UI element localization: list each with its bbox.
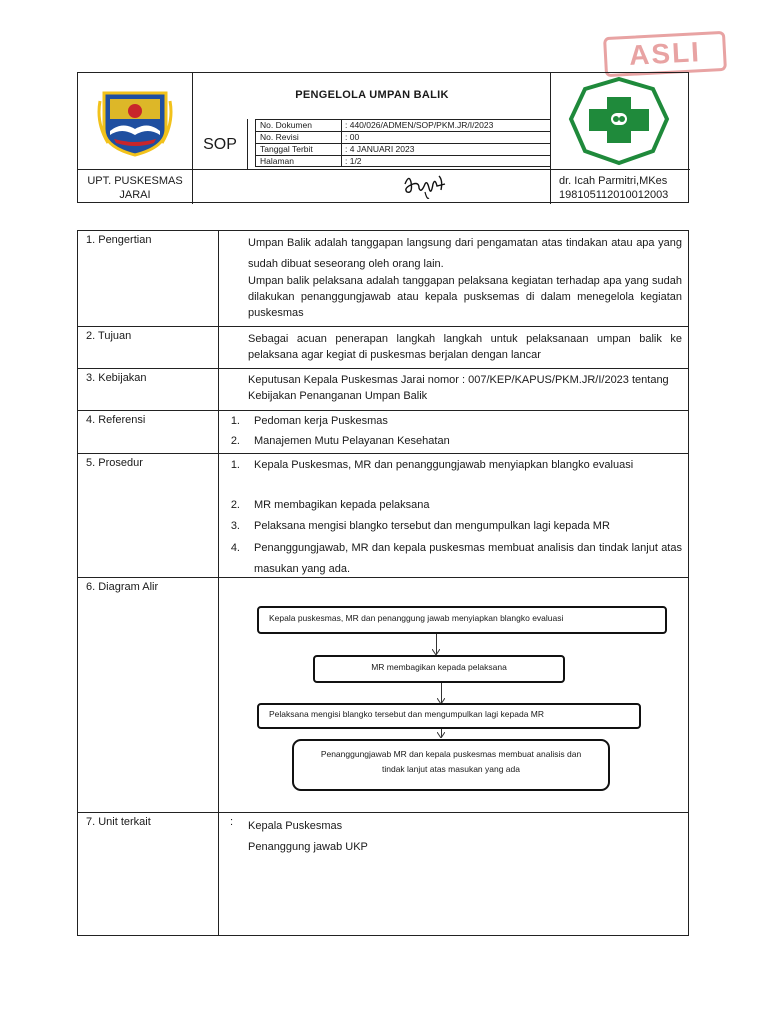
meta-key: No. Revisi <box>256 132 342 143</box>
unit-name-line2: JARAI <box>119 189 151 201</box>
section-prosedur <box>78 454 688 578</box>
document-meta <box>255 119 551 167</box>
list-number: 2. <box>230 499 240 511</box>
unit-name-cell <box>78 170 193 204</box>
title-cell <box>193 73 551 170</box>
list-text: Pedoman kerja Puskesmas <box>254 415 388 427</box>
flow-step-3: Pelaksana mengisi blangko tersebut dan mengumpulkan lagi kepada MR <box>257 703 641 729</box>
meta-key: Tanggal Terbit <box>256 144 342 155</box>
list-item <box>230 455 682 476</box>
meta-value: : 440/026/ADMEN/SOP/PKM.JR/I/2023 <box>345 120 494 130</box>
section-label: 6. Diagram Alir <box>78 578 219 812</box>
sop-label: SOP <box>193 119 248 170</box>
section-label: 5. Prosedur <box>78 454 219 577</box>
sop-content-table <box>77 230 689 936</box>
meta-value: : 00 <box>345 132 360 142</box>
section-label: 4. Referensi <box>78 411 219 453</box>
section-unit-terkait <box>78 813 688 935</box>
list-item <box>230 432 682 451</box>
section-kebijakan <box>78 369 688 411</box>
meta-row <box>255 119 551 131</box>
list-number: 2. <box>230 435 240 447</box>
list-number: 1. <box>230 415 240 427</box>
list-number: 4. <box>230 542 240 554</box>
arrow-down-icon <box>437 732 445 738</box>
puskesmas-logo-cell <box>551 73 690 170</box>
meta-row <box>255 155 551 167</box>
section-content <box>220 454 688 577</box>
section-label: 1. Pengertian <box>78 231 219 326</box>
stamp-text: ASLI <box>628 36 702 71</box>
unit-item-1: Kepala Puskesmas <box>248 820 343 832</box>
regency-emblem-icon <box>78 73 193 170</box>
section-pengertian <box>78 231 688 327</box>
meta-value: : 1/2 <box>345 156 362 166</box>
list-item <box>230 496 682 515</box>
flow-step-1: Kepala puskesmas, MR dan penanggung jawab menyiapkan blangko evaluasi <box>257 606 667 634</box>
tujuan-text: Sebagai acuan penerapan langkah langkah untuk pelaksanaan umpan balik ke pelaksana agar kegiat di puskesmas berjalan dengan lancar <box>248 333 682 361</box>
signature-cell <box>193 170 551 204</box>
section-content <box>220 813 688 935</box>
kebijakan-text: Keputusan Kepala Puskesmas Jarai nomor : 007/KEP/KAPUS/PKM.JR/I/2023 tentang Kebijakan Penanganan Umpan Balik <box>248 374 669 402</box>
section-label: 7. Unit terkait <box>78 813 219 935</box>
asli-stamp <box>603 31 727 77</box>
section-diagram-alir <box>78 578 688 813</box>
section-tujuan <box>78 327 688 369</box>
section-referensi <box>78 411 688 454</box>
section-content <box>220 327 688 368</box>
section-content <box>220 411 688 453</box>
list-item <box>230 517 682 536</box>
list-text: Penanggungjawab, MR dan kepala puskesmas membuat analisis dan tindak lanjut atas masukan yang ada. <box>254 542 682 575</box>
pengertian-paragraph-1: Umpan Balik adalah tanggapan langsung dari pengamatan atas tindakan atau apa yang sudah dibuat seseorang oleh orang lain. <box>248 237 682 270</box>
flowchart <box>220 578 688 812</box>
list-number: 1. <box>230 459 240 471</box>
section-content <box>220 369 688 410</box>
meta-row <box>255 143 551 155</box>
head-name: dr. Icah Parmitri,MKes <box>559 175 668 187</box>
pengertian-paragraph-2: Umpan balik pelaksana adalah tanggapan pelaksana kegiatan terhadap apa yang sudah dilakukan penanggungjawab atau kepala pusksemas di dalam menegelola kegiatan puskesmas <box>248 275 682 319</box>
head-of-unit-cell <box>551 170 690 204</box>
list-text: MR membagikan kepada pelaksana <box>254 499 430 511</box>
flow-step-4: Penanggungjawab MR dan kepala puskesmas membuat analisis dan tindak lanjut atas masukan yang ada <box>292 739 610 791</box>
flow-step-2: MR membagikan kepada pelaksana <box>313 655 565 683</box>
list-number: 3. <box>230 520 240 532</box>
unit-colon: : <box>230 816 234 828</box>
head-nip: 198105112010012003 <box>559 189 669 201</box>
list-item <box>230 538 682 580</box>
document-title: PENGELOLA UMPAN BALIK <box>295 89 449 101</box>
list-text: Kepala Puskesmas, MR dan penanggungjawab menyiapkan blangko evaluasi <box>254 459 634 471</box>
meta-key: Halaman <box>256 156 342 166</box>
unit-name-line1: UPT. PUSKESMAS <box>87 175 183 187</box>
regency-emblem-cell <box>78 73 193 170</box>
meta-key: No. Dokumen <box>256 120 342 131</box>
puskesmas-logo-icon <box>551 73 690 170</box>
section-label: 2. Tujuan <box>78 327 219 368</box>
list-text: Manajemen Mutu Pelayanan Kesehatan <box>254 435 450 447</box>
list-item <box>230 412 682 431</box>
signature-icon <box>193 170 551 204</box>
meta-value: : 4 JANUARI 2023 <box>345 144 415 154</box>
list-text: Pelaksana mengisi blangko tersebut dan mengumpulkan lagi kepada MR <box>254 520 610 532</box>
unit-item-2: Penanggung jawab UKP <box>248 841 368 853</box>
section-content <box>220 231 688 326</box>
section-label: 3. Kebijakan <box>78 369 219 410</box>
document-header <box>77 72 689 203</box>
meta-row <box>255 131 551 143</box>
